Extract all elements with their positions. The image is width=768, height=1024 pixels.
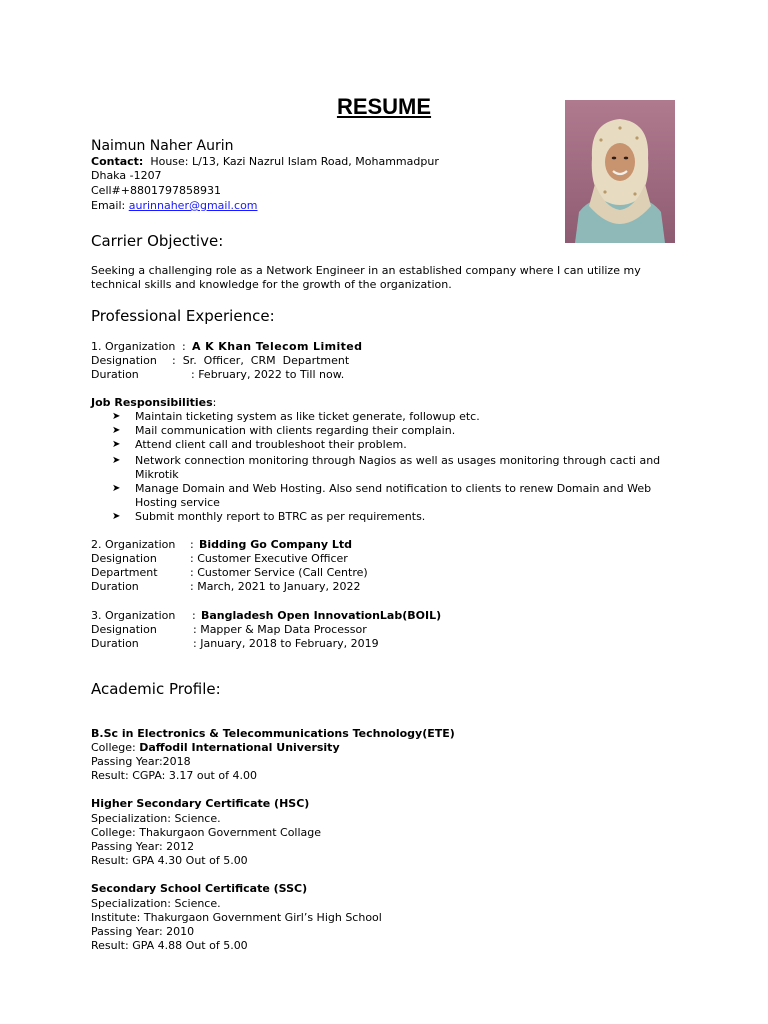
email-link[interactable]: aurinnaher@gmail.com [128, 199, 258, 212]
responsibilities-colon: : [212, 396, 217, 409]
job-3-designation: : Mapper & Map Data Processor [193, 623, 367, 636]
candidate-name: Naimun Naher Aurin [91, 138, 234, 154]
academic-heading: Academic Profile: [91, 680, 221, 698]
job-3-org-sep: : [192, 609, 196, 622]
arrow-bullet-icon: ➤ [112, 511, 121, 522]
job-3-org: Bangladesh Open InnovationLab(BOIL) [201, 609, 442, 622]
job-2-number: 2. [91, 538, 102, 551]
responsibilities-heading [91, 396, 216, 410]
responsibility-text: Maintain ticketing system as like ticket generate, followup etc. [135, 410, 480, 423]
job-1-org-label-text: Organization [105, 340, 176, 353]
job-1-org: A K Khan Telecom Limited [192, 340, 363, 353]
job-3-number: 3. [91, 609, 102, 622]
ssc-institute: Institute: Thakurgaon Government Girl’s High School [91, 911, 382, 924]
arrow-bullet-icon: ➤ [112, 483, 121, 494]
bsc-passing-year: Passing Year:2018 [91, 755, 191, 768]
job-2-department-label: Department [91, 566, 158, 579]
job-1-designation-label: Designation [91, 354, 157, 367]
address-line-1: House: L/13, Kazi Nazrul Islam Road, Mohammadpur [150, 155, 439, 168]
experience-heading: Professional Experience: [91, 307, 275, 325]
job-2-department: : Customer Service (Call Centre) [190, 566, 368, 579]
job-2-designation-label: Designation [91, 552, 157, 565]
job-2-duration: : March, 2021 to January, 2022 [190, 580, 361, 593]
ssc-result: Result: GPA 4.88 Out of 5.00 [91, 939, 248, 952]
responsibilities-list [0, 410, 768, 526]
job-1-duration: : February, 2022 to Till now. [191, 368, 345, 381]
ssc-title: Secondary School Certificate (SSC) [91, 882, 308, 895]
hsc-specialization: Specialization: Science. [91, 812, 221, 825]
arrow-bullet-icon: ➤ [112, 439, 121, 450]
responsibility-text: Attend client call and troubleshoot their problem. [135, 438, 407, 451]
responsibility-text: Network connection monitoring through Nagios as well as usages monitoring through cacti and Mikrotik [135, 454, 661, 481]
email-label: Email: [91, 199, 126, 212]
job-3-org-label [91, 609, 175, 623]
arrow-bullet-icon: ➤ [112, 425, 121, 436]
bsc-college-name: Daffodil International University [139, 741, 340, 754]
job-2-org-label-text: Organization [105, 538, 176, 551]
hsc-title: Higher Secondary Certificate (HSC) [91, 797, 310, 810]
bsc-result: Result: CGPA: 3.17 out of 4.00 [91, 769, 257, 782]
responsibility-text: Manage Domain and Web Hosting. Also send notification to clients to renew Domain and Web Hosting service [135, 482, 652, 509]
job-1-org-sep: : [182, 340, 186, 353]
job-1-duration-label: Duration [91, 368, 139, 381]
job-1 [0, 340, 768, 382]
cell-number: Cell#+8801797858931 [91, 184, 221, 197]
job-1-org-label [91, 340, 175, 354]
bsc-title: B.Sc in Electronics & Telecommunications Technology(ETE) [91, 727, 455, 740]
bsc-college-label: College: [91, 741, 136, 754]
responsibility-text: Mail communication with clients regarding their complain. [135, 424, 456, 437]
ssc-passing-year: Passing Year: 2010 [91, 925, 195, 938]
job-3-org-label-text: Organization [105, 609, 176, 622]
job-3-designation-label: Designation [91, 623, 157, 636]
email-line [91, 199, 258, 213]
bsc-college [91, 741, 340, 755]
hsc-passing-year: Passing Year: 2012 [91, 840, 195, 853]
job-2 [0, 538, 768, 594]
arrow-bullet-icon: ➤ [112, 455, 121, 466]
job-2-org: Bidding Go Company Ltd [199, 538, 352, 551]
objective-heading: Carrier Objective: [91, 232, 224, 250]
address-line-2: Dhaka -1207 [91, 169, 162, 182]
hsc-result: Result: GPA 4.30 Out of 5.00 [91, 854, 248, 867]
ssc-specialization: Specialization: Science. [91, 897, 221, 910]
job-3 [0, 609, 768, 651]
profile-photo [565, 100, 675, 243]
job-2-designation: : Customer Executive Officer [190, 552, 348, 565]
arrow-bullet-icon: ➤ [112, 411, 121, 422]
resume-title: RESUME [336, 94, 432, 119]
hsc-college: College: Thakurgaon Government Collage [91, 826, 322, 839]
responsibility-text: Submit monthly report to BTRC as per requirements. [135, 510, 426, 523]
responsibilities-heading-text: Job Responsibilities [91, 396, 213, 409]
contact-label: Contact: [91, 155, 144, 168]
contact-line [91, 155, 439, 169]
job-3-duration: : January, 2018 to February, 2019 [193, 637, 379, 650]
objective-text: Seeking a challenging role as a Network Engineer in an established company where I can utilize my technical skills and knowledge for the growth of the organization. [91, 264, 641, 291]
job-3-duration-label: Duration [91, 637, 139, 650]
job-1-designation: : Sr. Officer, CRM Department [172, 354, 350, 367]
job-2-org-label [91, 538, 175, 552]
job-2-duration-label: Duration [91, 580, 139, 593]
job-1-number: 1. [91, 340, 102, 353]
job-2-org-sep: : [190, 538, 194, 551]
